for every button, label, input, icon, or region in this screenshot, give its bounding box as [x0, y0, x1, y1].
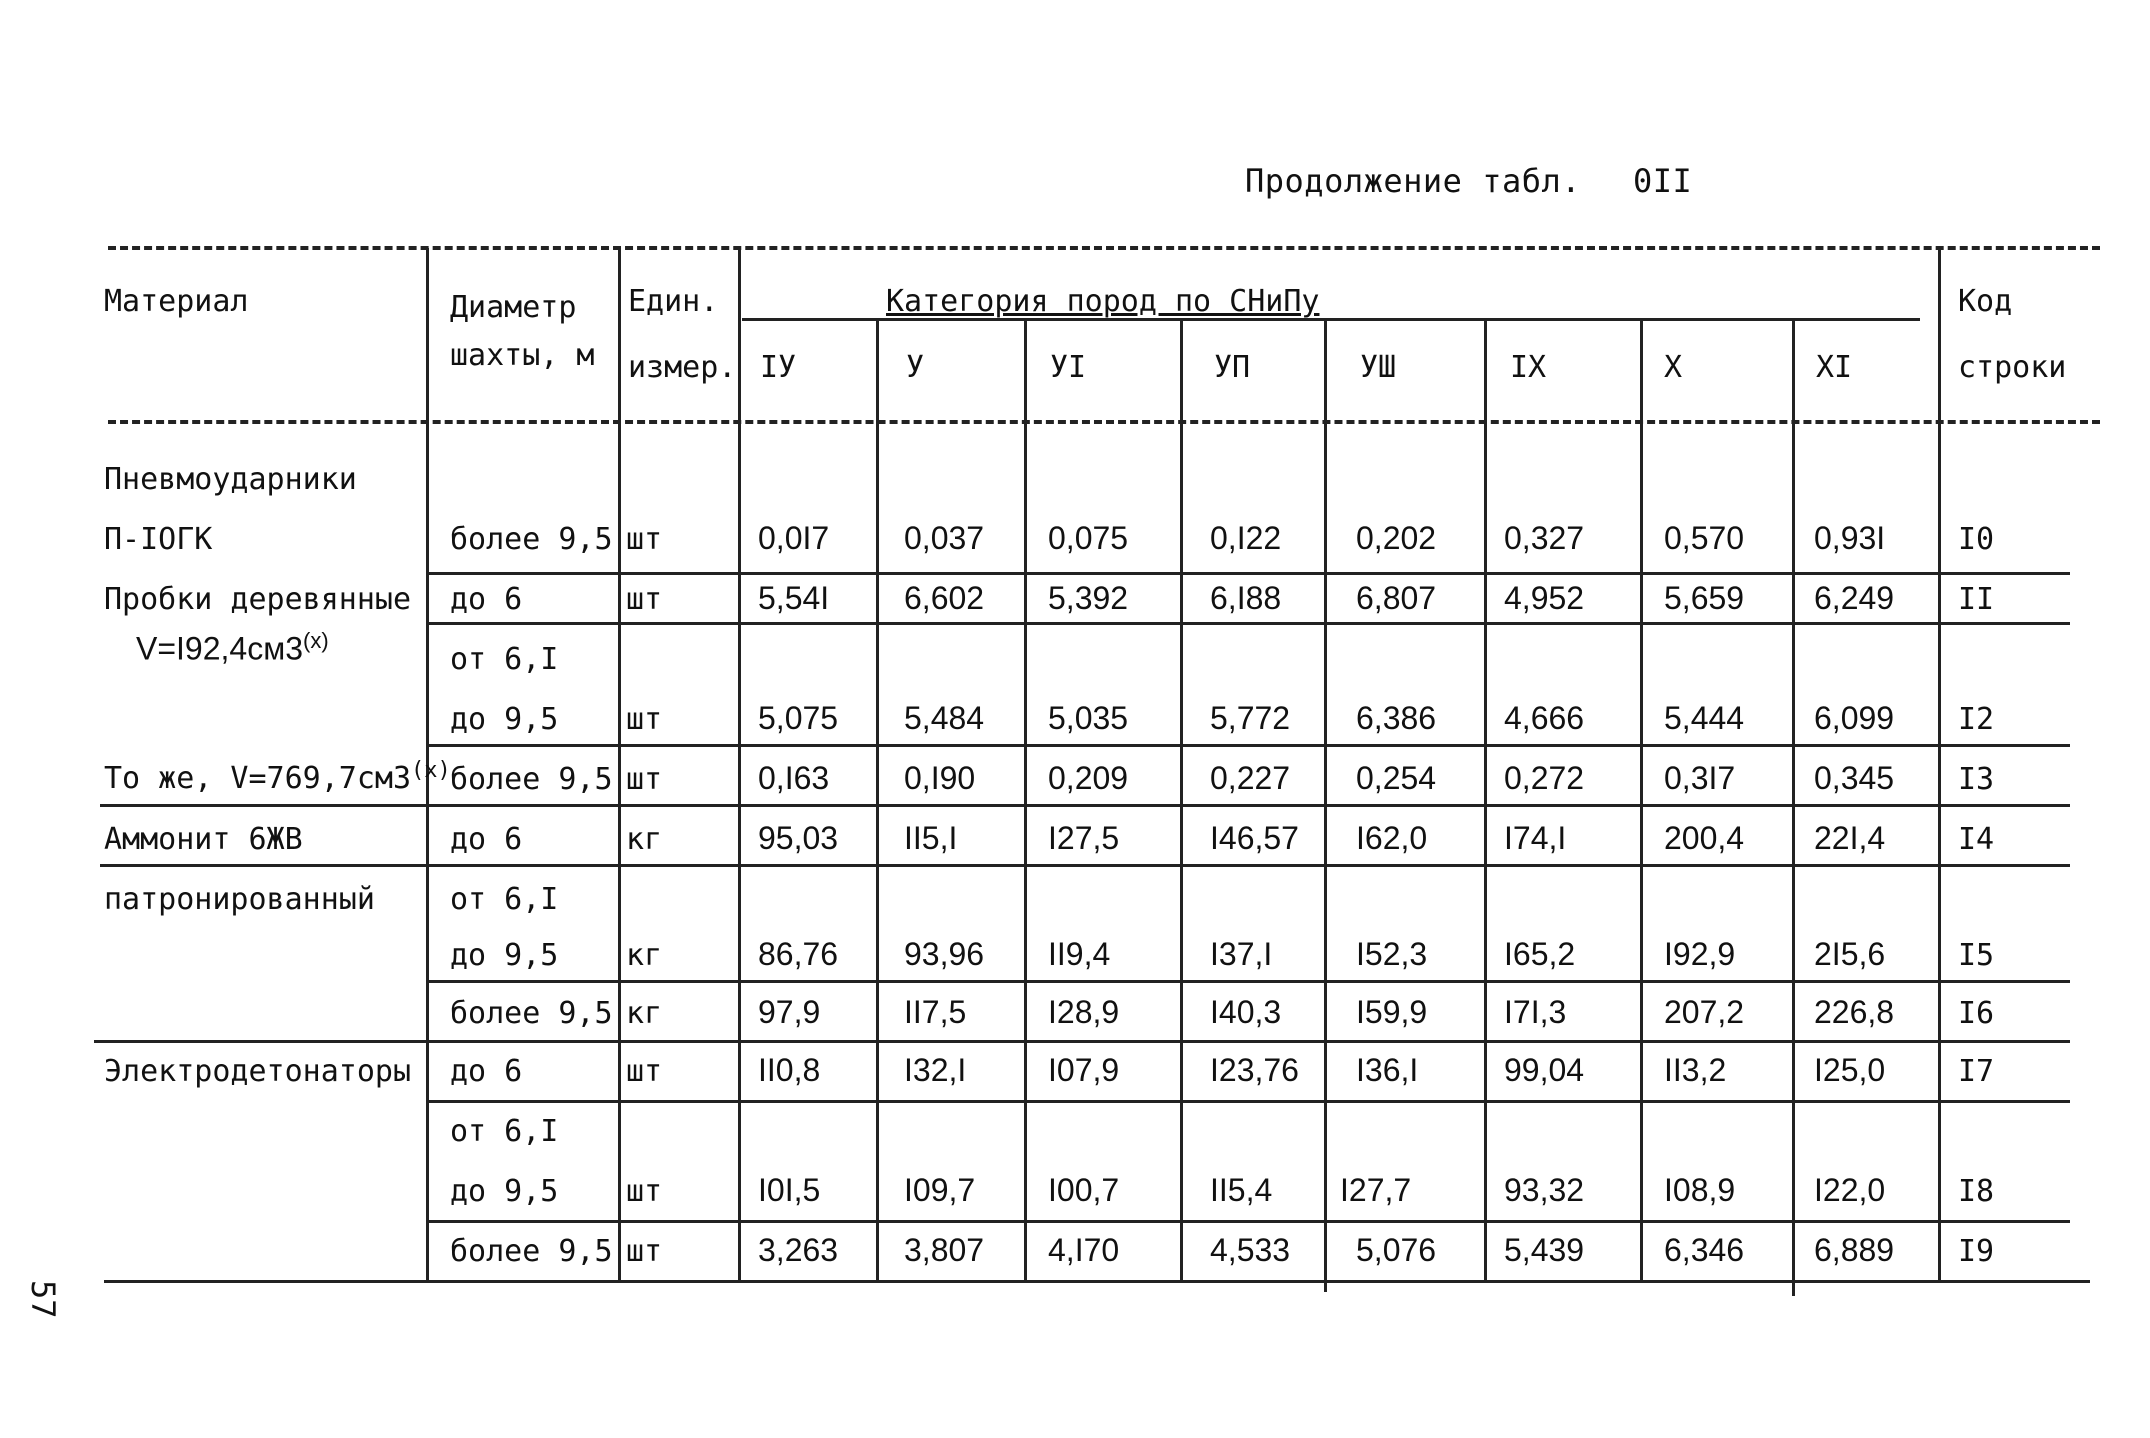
value-cell: I36,I	[1356, 1052, 1419, 1088]
value-cell: 0,075	[1048, 520, 1129, 556]
row-code: I3	[1958, 762, 1995, 797]
row-code: I6	[1958, 996, 1995, 1031]
value-cell: 0,3I7	[1664, 760, 1736, 796]
diameter-cell: более 9,5	[450, 996, 613, 1031]
value-cell: 200,4	[1664, 820, 1745, 856]
value-cell: I59,9	[1356, 994, 1428, 1030]
category-col-VI: УI	[1050, 350, 1087, 385]
material-label: Аммонит 6ЖВ	[104, 822, 303, 857]
footnote-mark: (х)	[303, 628, 329, 653]
header-unit-line2: измер.	[628, 350, 737, 385]
category-col-VIII: УШ	[1360, 350, 1397, 385]
diameter-cell: более 9,5	[450, 1234, 613, 1269]
unit-cell: шт	[626, 762, 663, 797]
unit-cell: шт	[626, 582, 663, 617]
row-rule	[100, 864, 2070, 867]
value-cell: 6,889	[1814, 1232, 1895, 1268]
value-cell: 5,439	[1504, 1232, 1585, 1268]
value-cell: I07,9	[1048, 1052, 1120, 1088]
col-divider	[738, 248, 741, 1280]
value-cell: I27,5	[1048, 820, 1120, 856]
category-col-VII: УП	[1214, 350, 1251, 385]
value-cell: 6,602	[904, 580, 985, 616]
header-material: Материал	[104, 284, 249, 319]
row-code: I4	[1958, 822, 1995, 857]
header-diameter-line1: Диаметр	[450, 290, 577, 325]
row-code: I8	[1958, 1174, 1995, 1209]
row-rule	[428, 572, 2070, 575]
category-col-IV: IУ	[760, 350, 797, 385]
value-cell: II5,I	[904, 820, 958, 856]
value-cell: 0,570	[1664, 520, 1745, 556]
row-rule	[428, 622, 2070, 625]
value-cell: II3,2	[1664, 1052, 1727, 1088]
header-code-line2: строки	[1958, 350, 2067, 385]
value-cell: 6,807	[1356, 580, 1437, 616]
row-rule	[428, 744, 2070, 747]
unit-cell: шт	[626, 1174, 663, 1209]
col-divider	[618, 248, 621, 1280]
value-cell: 6,I88	[1210, 580, 1282, 616]
value-cell: I08,9	[1664, 1172, 1736, 1208]
category-col-X: X	[1664, 350, 1683, 385]
value-cell: 5,076	[1356, 1232, 1437, 1268]
diameter-cell: от 6,I	[450, 642, 559, 677]
material-label: Пневмоударники	[104, 462, 357, 497]
unit-cell: кг	[626, 938, 663, 973]
row-code: II	[1958, 582, 1995, 617]
value-cell: 86,76	[758, 936, 839, 972]
value-cell: I28,9	[1048, 994, 1120, 1030]
header-bottom-rule	[108, 420, 2100, 424]
value-cell: II0,8	[758, 1052, 821, 1088]
value-cell: 0,272	[1504, 760, 1585, 796]
material-volume: V=I92,4см3	[136, 630, 303, 667]
header-unit-line1: Един.	[628, 284, 719, 319]
value-cell: 4,I70	[1048, 1232, 1120, 1268]
value-cell: 97,9	[758, 994, 821, 1030]
value-cell: I22,0	[1814, 1172, 1886, 1208]
value-cell: I09,7	[904, 1172, 976, 1208]
material-label: Электродетонаторы	[104, 1054, 412, 1089]
value-cell: 0,I63	[758, 760, 830, 796]
value-cell: 207,2	[1664, 994, 1745, 1030]
material-label: П-IОГК	[104, 522, 213, 557]
value-cell: 5,075	[758, 700, 839, 736]
material-label	[136, 628, 329, 668]
value-cell: II7,5	[904, 994, 967, 1030]
value-cell: I0I,5	[758, 1172, 821, 1208]
category-col-XI: XI	[1816, 350, 1853, 385]
row-code: I9	[1958, 1234, 1995, 1269]
value-cell: 4,666	[1504, 700, 1585, 736]
value-cell: I00,7	[1048, 1172, 1120, 1208]
value-cell: 0,209	[1048, 760, 1129, 796]
diameter-cell: до 9,5	[450, 1174, 559, 1209]
col-divider	[1024, 320, 1027, 1280]
value-cell: 0,93I	[1814, 520, 1886, 556]
value-cell: 5,444	[1664, 700, 1745, 736]
col-divider	[1180, 320, 1183, 1280]
value-cell: 226,8	[1814, 994, 1895, 1030]
row-code: I7	[1958, 1054, 1995, 1089]
unit-cell: шт	[626, 702, 663, 737]
value-cell: 93,96	[904, 936, 985, 972]
diameter-cell: от 6,I	[450, 1114, 559, 1149]
row-rule	[100, 804, 2070, 807]
value-cell: 99,04	[1504, 1052, 1585, 1088]
value-cell: 5,484	[904, 700, 985, 736]
value-cell: I25,0	[1814, 1052, 1886, 1088]
material-label: патронированный	[104, 882, 375, 917]
col-divider	[1938, 248, 1941, 1280]
value-cell: 0,227	[1210, 760, 1291, 796]
value-cell: 0,345	[1814, 760, 1895, 796]
header-category: Категория пород по СНиПу	[886, 284, 1320, 319]
row-code: I2	[1958, 702, 1995, 737]
value-cell: 0,I90	[904, 760, 976, 796]
value-cell: II9,4	[1048, 936, 1111, 972]
unit-cell: кг	[626, 822, 663, 857]
value-cell: I40,3	[1210, 994, 1282, 1030]
material-text: То же, V=769,7см3	[104, 761, 412, 796]
value-cell: II5,4	[1210, 1172, 1273, 1208]
value-cell: 5,772	[1210, 700, 1291, 736]
value-cell: 6,346	[1664, 1232, 1745, 1268]
value-cell: 0,327	[1504, 520, 1585, 556]
row-rule	[428, 1220, 2070, 1223]
value-cell: I65,2	[1504, 936, 1576, 972]
value-cell: 5,659	[1664, 580, 1745, 616]
col-divider	[876, 320, 879, 1280]
value-cell: 0,202	[1356, 520, 1437, 556]
diameter-cell: до 9,5	[450, 702, 559, 737]
value-cell: 95,03	[758, 820, 839, 856]
col-divider	[1640, 320, 1643, 1280]
row-rule	[428, 980, 2070, 983]
value-cell: 4,952	[1504, 580, 1585, 616]
value-cell: 0,I22	[1210, 520, 1282, 556]
value-cell: I37,I	[1210, 936, 1273, 972]
value-cell: 6,249	[1814, 580, 1895, 616]
value-cell: 3,263	[758, 1232, 839, 1268]
value-cell: 3,807	[904, 1232, 985, 1268]
diameter-cell: до 6	[450, 822, 523, 857]
col-divider	[1792, 320, 1795, 1296]
value-cell: I32,I	[904, 1052, 967, 1088]
table-bottom-rule	[104, 1280, 2090, 1283]
footnote-mark: (х)	[411, 758, 451, 783]
value-cell: I62,0	[1356, 820, 1428, 856]
value-cell: I27,7	[1340, 1172, 1412, 1208]
diameter-cell: более 9,5	[450, 522, 613, 557]
material-label: Пробки деревянные	[104, 582, 412, 617]
diameter-cell: до 9,5	[450, 938, 559, 973]
value-cell: 5,54I	[758, 580, 830, 616]
diameter-cell: от 6,I	[450, 882, 559, 917]
value-cell: 0,037	[904, 520, 985, 556]
unit-cell: шт	[626, 522, 663, 557]
value-cell: I74,I	[1504, 820, 1567, 856]
diameter-cell: более 9,5	[450, 762, 613, 797]
value-cell: 93,32	[1504, 1172, 1585, 1208]
header-top-rule	[108, 246, 2100, 250]
value-cell: I92,9	[1664, 936, 1736, 972]
diameter-cell: до 6	[450, 1054, 523, 1089]
value-cell: 0,0I7	[758, 520, 830, 556]
caption-number: 0II	[1633, 162, 1693, 200]
value-cell: 6,386	[1356, 700, 1437, 736]
row-code: I0	[1958, 522, 1995, 557]
value-cell: 5,035	[1048, 700, 1129, 736]
value-cell: 4,533	[1210, 1232, 1291, 1268]
value-cell: 5,392	[1048, 580, 1129, 616]
row-rule	[94, 1040, 2070, 1043]
category-col-V: У	[906, 350, 925, 385]
row-code: I5	[1958, 938, 1995, 973]
value-cell: I46,57	[1210, 820, 1299, 856]
unit-cell: кг	[626, 996, 663, 1031]
value-cell: I52,3	[1356, 936, 1428, 972]
value-cell: I7I,3	[1504, 994, 1567, 1030]
value-cell: I23,76	[1210, 1052, 1299, 1088]
value-cell: 22I,4	[1814, 820, 1886, 856]
unit-cell: шт	[626, 1054, 663, 1089]
row-rule	[428, 1100, 2070, 1103]
diameter-cell: до 6	[450, 582, 523, 617]
material-label	[104, 758, 451, 796]
caption-label: Продолжение табл.	[1245, 162, 1582, 200]
value-cell: 0,254	[1356, 760, 1437, 796]
value-cell: 6,099	[1814, 700, 1895, 736]
page-number: 57	[24, 1280, 62, 1319]
header-code-line1: Код	[1958, 284, 2013, 319]
header-diameter-line2: шахты, м	[450, 338, 595, 373]
value-cell: 2I5,6	[1814, 936, 1886, 972]
category-col-IX: IX	[1510, 350, 1547, 385]
col-divider	[1484, 320, 1487, 1280]
unit-cell: шт	[626, 1234, 663, 1269]
